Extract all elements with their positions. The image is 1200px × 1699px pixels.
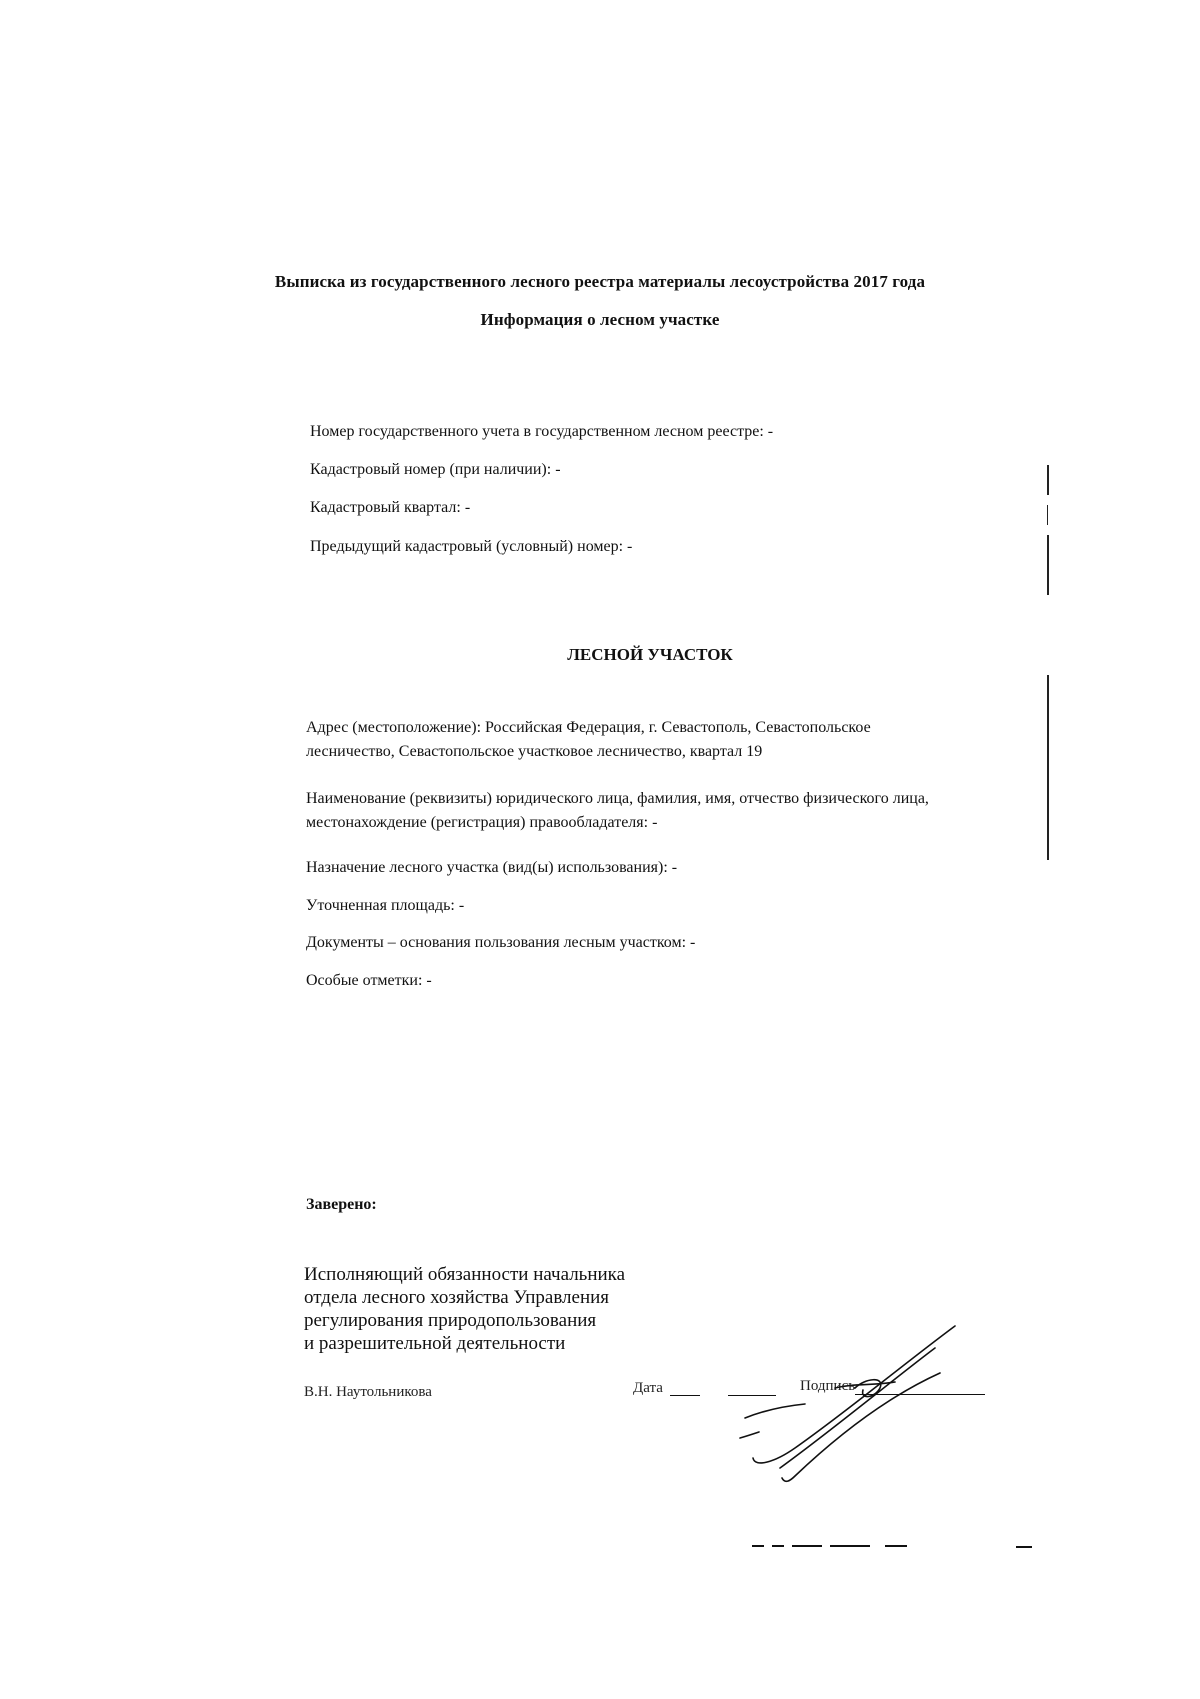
signer-name: В.Н. Наутольникова xyxy=(304,1384,432,1400)
scan-edge-dash xyxy=(1016,1546,1032,1548)
special-notes-field: Особые отметки: - xyxy=(306,972,432,989)
previous-cadastral-number-field: Предыдущий кадастровый (условный) номер: - xyxy=(310,538,633,555)
scan-edge-dash xyxy=(830,1545,870,1547)
scan-edge-dash xyxy=(752,1545,764,1547)
plot-heading: ЛЕСНОЙ УЧАСТОК xyxy=(567,645,733,664)
documents-field: Документы – основания пользования лесным участком: - xyxy=(306,934,696,951)
signer-position xyxy=(304,1263,704,1355)
state-record-number-field: Номер государственного учета в государственном лесном реестре: - xyxy=(310,423,774,440)
rights-holder-field: Наименование (реквизиты) юридического лица, фамилия, имя, отчество физического лица, местонахождение (регистрация) правообладателя: - xyxy=(306,790,929,831)
scan-edge-dash xyxy=(772,1545,784,1547)
handwritten-signature xyxy=(735,1318,965,1488)
document-title: Выписка из государственного лесного реестра материалы лесоустройства 2017 года xyxy=(274,272,926,291)
address-field: Адрес (местоположение): Российская Федерация, г. Севастополь, Севастопольское лесничество, Севастопольское участковое лесничество, квартал 19 xyxy=(306,719,871,760)
position-line: отдела лесного хозяйства Управления xyxy=(304,1287,610,1308)
scan-edge-dash xyxy=(792,1545,822,1547)
area-field: Уточненная площадь: - xyxy=(306,897,465,914)
cadastral-quarter-field: Кадастровый квартал: - xyxy=(310,499,471,516)
purpose-field: Назначение лесного участка (вид(ы) использования): - xyxy=(306,859,678,876)
position-line: и разрешительной деятельности xyxy=(304,1333,566,1354)
date-label: Дата xyxy=(633,1380,663,1396)
scan-edge-dash xyxy=(885,1545,907,1547)
signature-label: Подпись xyxy=(800,1378,856,1394)
position-line: регулирования природопользования xyxy=(304,1310,597,1331)
scan-edge-mark xyxy=(1047,505,1048,525)
cadastral-number-field: Кадастровый номер (при наличии): - xyxy=(310,461,561,478)
document-subtitle: Информация о лесном участке xyxy=(480,310,720,329)
certified-label: Заверено: xyxy=(306,1196,377,1213)
scan-edge-mark xyxy=(1047,675,1049,860)
position-line: Исполняющий обязанности начальника xyxy=(304,1264,626,1285)
scan-edge-mark xyxy=(1047,535,1049,595)
scan-edge-mark xyxy=(1047,465,1049,495)
date-underline xyxy=(670,1395,700,1396)
